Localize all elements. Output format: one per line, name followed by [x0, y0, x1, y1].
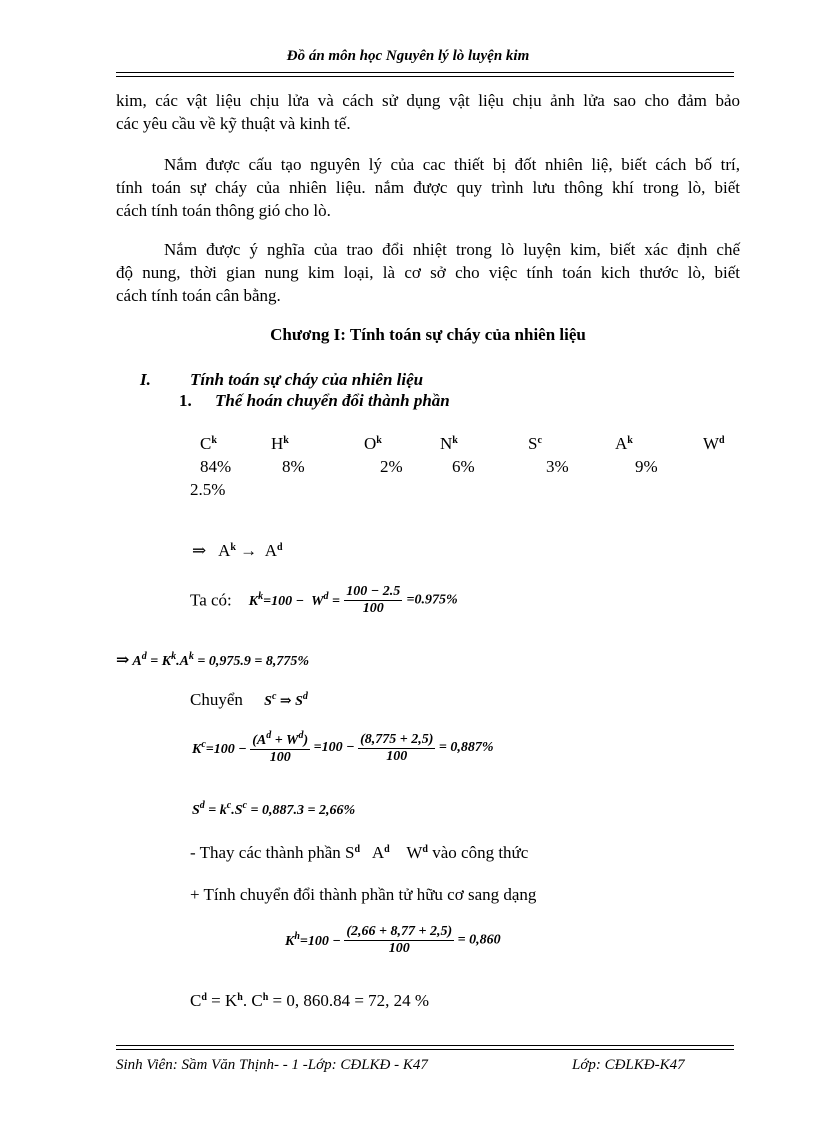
- comp-label-o: $O^k$: [364, 434, 382, 453]
- paragraph-3-line-3: cách tính toán cân bằng.: [116, 286, 281, 305]
- comp-value-c: 84%: [200, 457, 232, 476]
- comp-label-s: $S^c$: [528, 434, 542, 453]
- paragraph-1-line-2: các yêu cầu về kỹ thuật và kinh tế.: [116, 114, 351, 133]
- equation-a-d: ⇒ $A^d = K^k.A^k = 0,975.9 = 8,775\%$: [116, 651, 310, 669]
- section-title: Tính toán sự cháy của nhiên liệu: [190, 370, 424, 389]
- chuyen-line: Chuyển $S^c$ ⇒ $S^d$: [190, 690, 308, 709]
- header-rule-bottom: [116, 76, 734, 77]
- paragraph-2-line-3: cách tính toán thông gió cho lò.: [116, 201, 331, 220]
- paragraph-2-line-1: Nắm được cấu tạo nguyên lý của cac thiết bị đốt nhiên liệ, biết cách bố trí,: [164, 155, 740, 174]
- paragraph-2-line-2: tính toán sự cháy của nhiên liệu. nắm được quy trình lưu thông khí trong lò, biết: [116, 178, 740, 197]
- subsection-title: Thế hoán chuyển đổi thành phần: [215, 391, 450, 410]
- comp-value-h: 8%: [282, 457, 305, 476]
- paragraph-2: [116, 153, 740, 222]
- equation-c-d: $C^d = K^h$. $C^h = 0$, 860.84 = 72, 24 %: [190, 991, 430, 1010]
- paragraph-3: [116, 238, 740, 307]
- equation-s-d: $S^d = k^c.S^c = 0,887.3 = 2,66\%$: [192, 800, 356, 818]
- footer-right: Lớp: CĐLKĐ-K47: [572, 1057, 685, 1073]
- comp-value-s: 3%: [546, 457, 569, 476]
- footer-rule-top: [116, 1045, 734, 1046]
- header-rule-top: [116, 72, 734, 73]
- comp-label-w: $W^d$: [703, 434, 725, 453]
- tinh-text: + Tính chuyển đổi thành phần tử hữu cơ sang dạng: [190, 885, 537, 904]
- comp-label-n: $N^k$: [440, 434, 458, 453]
- paragraph-3-line-2: độ nung, thời gian nung kim loại, là cơ sở cho việc tính toán kich thước lò, biết: [116, 263, 740, 282]
- comp-value-a: 9%: [635, 457, 658, 476]
- comp-value-o: 2%: [380, 457, 403, 476]
- footer-left: Sinh Viên: Sầm Văn Thịnh- - 1 -Lớp: CĐLKĐ - K47: [116, 1057, 428, 1073]
- equation-k-c: $K^c=100$ − $\frac{(A^d + W^d)}{100}$ =100 − $\frac{(8,775 + 2,5)}{100}$ = 0,887%: [192, 730, 494, 765]
- chapter-title: Chương I: Tính toán sự cháy của nhiên liệu: [270, 325, 586, 344]
- footer-rule-bottom: [116, 1049, 734, 1050]
- comp-label-c: $C^k$: [200, 434, 217, 453]
- subsection-number: 1.: [179, 391, 192, 410]
- page-header-title: Đồ án môn học Nguyên lý lò luyện kim: [286, 48, 530, 64]
- comp-label-a: $A^k$: [615, 434, 633, 453]
- comp-value-w: 2.5%: [190, 480, 226, 499]
- thay-text: - Thay các thành phần $S^d$ $A^d$ $W^d$ vào công thức: [190, 843, 529, 862]
- section-number: I.: [140, 370, 151, 389]
- comp-value-n: 6%: [452, 457, 475, 476]
- conversion-arrow-line: ⇒ $A^k \to A^d$: [192, 541, 283, 560]
- paragraph-1-line-1: kim, các vật liệu chịu lửa và cách sử dụng vật liệu chịu ảnh lửa sao cho đảm bảo: [116, 91, 740, 110]
- paragraph-3-line-1: Nắm được ý nghĩa của trao đổi nhiệt trong lò luyện kim, biết xác định chế: [164, 240, 740, 259]
- comp-label-h: $H^k$: [271, 434, 289, 453]
- equation-k-k: Ta có: $K^k=100 - W^d$ = $\frac{100 - 2.5}{100}$ =0.975%: [190, 584, 458, 616]
- paragraph-1: [116, 89, 740, 135]
- equation-k-h: $K^h=100$ − $\frac{(2,66 + 8,77 + 2,5)}{100}$ = 0,860: [285, 924, 501, 956]
